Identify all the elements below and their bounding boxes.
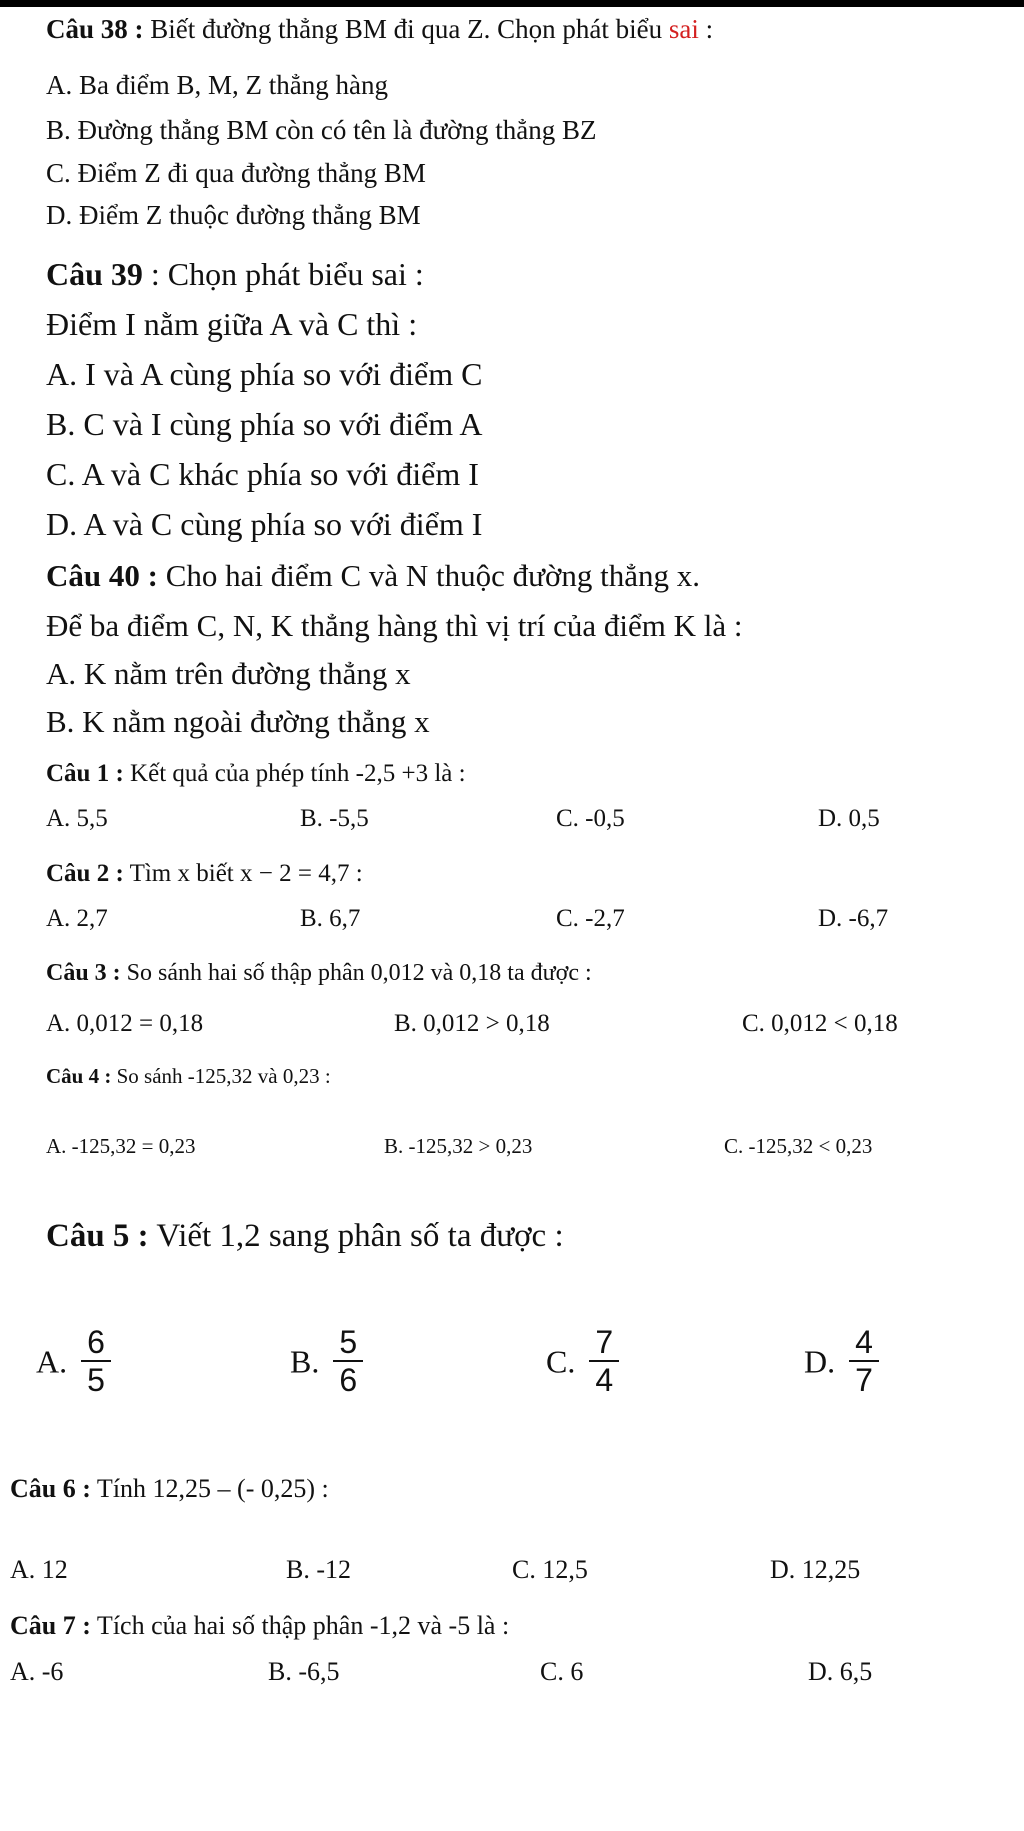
q39-option-b: B. C và I cùng phía so với điểm A — [46, 406, 483, 442]
q4-option-a: A. -125,32 = 0,23 — [46, 1134, 196, 1158]
q5-option-c-fraction — [589, 1326, 619, 1398]
q38-option-a: A. Ba điểm B, M, Z thẳng hàng — [46, 70, 388, 100]
q38-label: Câu 38 : — [46, 14, 144, 44]
q5-option-d-numerator: 4 — [849, 1326, 879, 1362]
q3-label: Câu 3 : — [46, 960, 121, 986]
q1-option-c: C. -0,5 — [556, 805, 625, 832]
q2-option-b: B. 6,7 — [300, 905, 361, 932]
q7-option-c: C. 6 — [540, 1657, 584, 1686]
q6-label: Câu 6 : — [10, 1474, 91, 1503]
q5-option-b-numerator: 5 — [333, 1326, 363, 1362]
q5-option-a-numerator: 6 — [81, 1326, 111, 1362]
q7-text: Tích của hai số thập phân -1,2 và -5 là : — [90, 1611, 510, 1640]
q5-option-d-denominator: 7 — [855, 1361, 873, 1398]
q7-stem — [10, 1611, 509, 1641]
q3-stem — [46, 960, 592, 987]
q1-text: Kết quả của phép tính -2,5 +3 là : — [123, 760, 466, 787]
q39-stem — [46, 256, 424, 293]
q6-option-a: A. 12 — [10, 1555, 68, 1584]
q2-stem — [46, 860, 363, 888]
q1-option-d: D. 0,5 — [818, 805, 880, 832]
q5-option-d — [804, 1326, 879, 1398]
q4-text: So sánh -125,32 và 0,23 : — [111, 1064, 331, 1088]
q6-stem — [10, 1474, 329, 1504]
q5-option-c — [546, 1326, 619, 1398]
q6-option-d: D. 12,25 — [770, 1555, 861, 1584]
q5-option-c-denominator: 4 — [595, 1361, 614, 1398]
q1-option-a: A. 5,5 — [46, 805, 108, 832]
q3-option-a: A. 0,012 = 0,18 — [46, 1010, 204, 1037]
q38-stem — [46, 14, 713, 45]
q38-option-d: D. Điểm Z thuộc đường thẳng BM — [46, 200, 421, 230]
q5-option-d-letter: D. — [804, 1343, 836, 1380]
q2-option-c: C. -2,7 — [556, 905, 625, 932]
q5-option-a-fraction — [81, 1326, 111, 1398]
q3-option-c: C. 0,012 < 0,18 — [742, 1010, 898, 1037]
q40-line2: Để ba điểm C, N, K thẳng hàng thì vị trí của điểm K là : — [46, 608, 743, 643]
q7-label: Câu 7 : — [10, 1611, 91, 1640]
q39-line2: Điểm I nằm giữa A và C thì : — [46, 306, 418, 342]
q39-option-a: A. I và A cùng phía so với điểm C — [46, 356, 483, 392]
q38-option-b: B. Đường thẳng BM còn có tên là đường thẳng BZ — [46, 115, 597, 145]
q4-stem — [46, 1064, 331, 1089]
q5-option-b-fraction — [333, 1326, 363, 1398]
q38-tail: : — [698, 14, 714, 44]
q5-option-a — [36, 1326, 111, 1398]
q5-option-a-letter: A. — [36, 1343, 68, 1380]
q5-option-c-letter: C. — [546, 1343, 576, 1380]
q5-option-a-denominator: 5 — [87, 1361, 105, 1398]
q40-option-b: B. K nằm ngoài đường thẳng x — [46, 704, 430, 739]
q39-option-d: D. A và C cùng phía so với điểm I — [46, 506, 483, 542]
q7-option-a: A. -6 — [10, 1657, 64, 1686]
top-edge-bar — [0, 0, 1024, 7]
q1-stem — [46, 760, 466, 788]
q2-option-a: A. 2,7 — [46, 905, 108, 932]
q3-option-b: B. 0,012 > 0,18 — [394, 1010, 550, 1037]
q38-option-c: C. Điểm Z đi qua đường thẳng BM — [46, 158, 426, 188]
q1-option-b: B. -5,5 — [300, 805, 369, 832]
q5-option-b-letter: B. — [290, 1343, 320, 1380]
q5-option-b-denominator: 6 — [339, 1361, 358, 1398]
q39-option-c: C. A và C khác phía so với điểm I — [46, 456, 479, 492]
q4-option-c: C. -125,32 < 0,23 — [724, 1134, 873, 1158]
q6-option-b: B. -12 — [286, 1555, 351, 1584]
q40-text: Cho hai điểm C và N thuộc đường thẳng x. — [157, 558, 700, 593]
q4-label: Câu 4 : — [46, 1064, 112, 1088]
q2-label: Câu 2 : — [46, 860, 124, 887]
q5-text: Viết 1,2 sang phân số ta được : — [148, 1218, 564, 1254]
q40-option-a: A. K nằm trên đường thẳng x — [46, 656, 411, 691]
q5-stem — [46, 1218, 564, 1255]
q7-option-b: B. -6,5 — [268, 1657, 340, 1686]
q4-option-b: B. -125,32 > 0,23 — [384, 1134, 533, 1158]
q2-option-d: D. -6,7 — [818, 905, 889, 932]
q38-highlight: sai — [668, 14, 699, 44]
q1-label: Câu 1 : — [46, 760, 124, 787]
q3-text: So sánh hai số thập phân 0,012 và 0,18 ta được : — [120, 960, 592, 986]
q7-option-d: D. 6,5 — [808, 1657, 873, 1686]
q39-text: : Chọn phát biểu sai : — [142, 256, 424, 292]
q40-stem — [46, 558, 700, 594]
q38-text: Biết đường thẳng BM đi qua Z. Chọn phát biểu — [143, 14, 669, 44]
q5-option-c-numerator: 7 — [589, 1326, 619, 1362]
q6-option-c: C. 12,5 — [512, 1555, 588, 1584]
q6-text: Tính 12,25 – (- 0,25) : — [90, 1474, 329, 1503]
q5-option-b — [290, 1326, 363, 1398]
q5-label: Câu 5 : — [46, 1218, 149, 1254]
q39-label: Câu 39 — [46, 256, 143, 292]
q2-text: Tìm x biết x − 2 = 4,7 : — [123, 860, 363, 887]
q40-label: Câu 40 : — [46, 558, 158, 593]
q5-option-d-fraction — [849, 1326, 879, 1398]
